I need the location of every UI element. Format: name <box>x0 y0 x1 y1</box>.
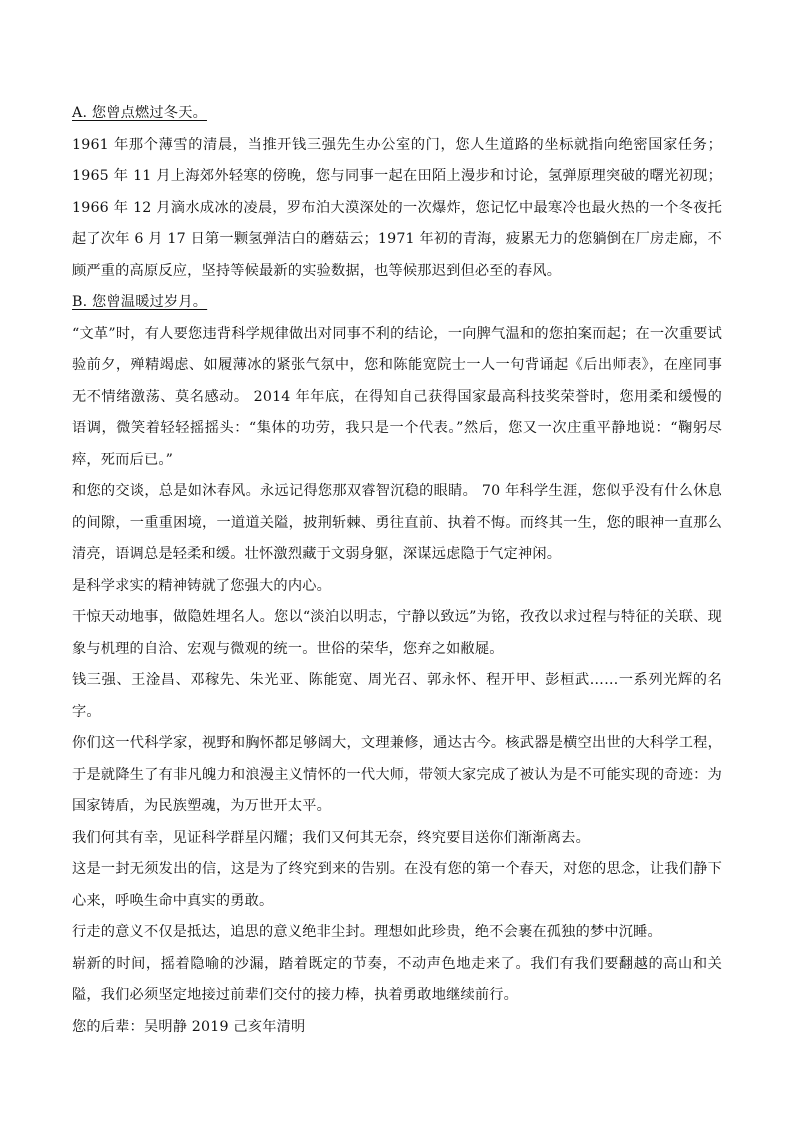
signature-line: 您的后辈：吴明静 2019 己亥年清明 <box>72 1018 306 1035</box>
section-a-heading: A. 您曾点燃过冬天。 <box>72 105 207 121</box>
section-b-paragraph: 你们这一代科学家，视野和胸怀都足够阔大，文理兼修，通达古今。核武器是横空出世的大科学工程，于是就降生了有非凡魄力和浪漫主义情怀的一代大师，带领大家完成了被认为是不可能实现的奇迹：为国家铸盾，为民族塑魂，为万世开太平。 <box>72 735 722 814</box>
section-b-paragraph: 行走的意义不仅是抵达，追思的意义绝非尘封。理想如此珍贵，绝不会裹在孤独的梦中沉睡。 <box>72 924 662 940</box>
document-page <box>72 98 722 1043</box>
section-b-heading: B. 您曾温暖过岁月。 <box>72 294 208 310</box>
section-b-paragraph: 这是一封无须发出的信，这是为了终究到来的告别。在没有您的第一个春天，对您的思念，让我们静下心来，呼唤生命中真实的勇敢。 <box>72 861 722 909</box>
section-b-paragraph: “文革”时，有人要您违背科学规律做出对同事不利的结论，一向脾气温和的您拍案而起；在一次重要试验前夕，殚精竭虑、如履薄冰的紧张气氛中，您和陈能宽院士一人一句背诵起《后出师表》，在座同事无不情绪激荡、莫名感动。 2014 年年底，在得知自己获得国家最高科技奖荣誉时，您用柔和缓慢的语调，微笑着轻轻摇摇头：“集体的功劳，我只是一个代表。”然后，您又一次庄重平静地说：“鞠躬尽瘁，死而后已。” <box>72 325 722 468</box>
section-b-paragraph: 是科学求实的精神铸就了您强大的内心。 <box>72 577 331 594</box>
section-b-paragraph: 钱三强、王淦昌、邓稼先、朱光亚、陈能宽、周光召、郭永怀、程开甲、彭桓武……一系列光辉的名字。 <box>72 672 722 720</box>
section-b-paragraph: 崭新的时间，摇着隐喻的沙漏，踏着既定的节奏，不动声色地走来了。我们有我们要翻越的高山和关隘，我们必须坚定地接过前辈们交付的接力棒，执着勇敢地继续前行。 <box>72 955 722 1003</box>
section-b-paragraph: 干惊天动地事，做隐姓埋名人。您以“淡泊以明志，宁静以致远”为铭，孜孜以求过程与特征的关联、现象与机理的自洽、宏观与微观的统一。世俗的荣华，您弃之如敝屣。 <box>72 609 722 657</box>
section-a-paragraph: 1961 年那个薄雪的清晨，当推开钱三强先生办公室的门，您人生道路的坐标就指向绝密国家任务；1965 年 11 月上海郊外轻寒的傍晚，您与同事一起在田陌上漫步和讨论，氢弹原理突破的曙光初现；1966 年 12 月滴水成冰的凌晨，罗布泊大漠深处的一次爆炸，您记忆中最寒冷也最火热的一个冬夜托起了次年 6 月 17 日第一颗氢弹洁白的蘑菇云；1971 年初的青海，疲累无力的您躺倒在厂房走廊，不顾严重的高原反应，坚持等候最新的实验数据，也等候那迟到但必至的春风。 <box>72 136 722 279</box>
section-b-paragraph: 我们何其有幸，见证科学群星闪耀；我们又何其无奈，终究要目送你们渐渐离去。 <box>72 829 590 846</box>
section-b-paragraph: 和您的交谈，总是如沐春风。永远记得您那双睿智沉稳的眼睛。 70 年科学生涯，您似乎没有什么休息的间隙，一重重困境，一道道关隘，披荆斩棘、勇往直前、执着不悔。而终其一生，您的眼神一直那么清亮，语调总是轻柔和缓。壮怀激烈藏于文弱身躯，深谋远虑隐于气定神闲。 <box>72 483 722 562</box>
